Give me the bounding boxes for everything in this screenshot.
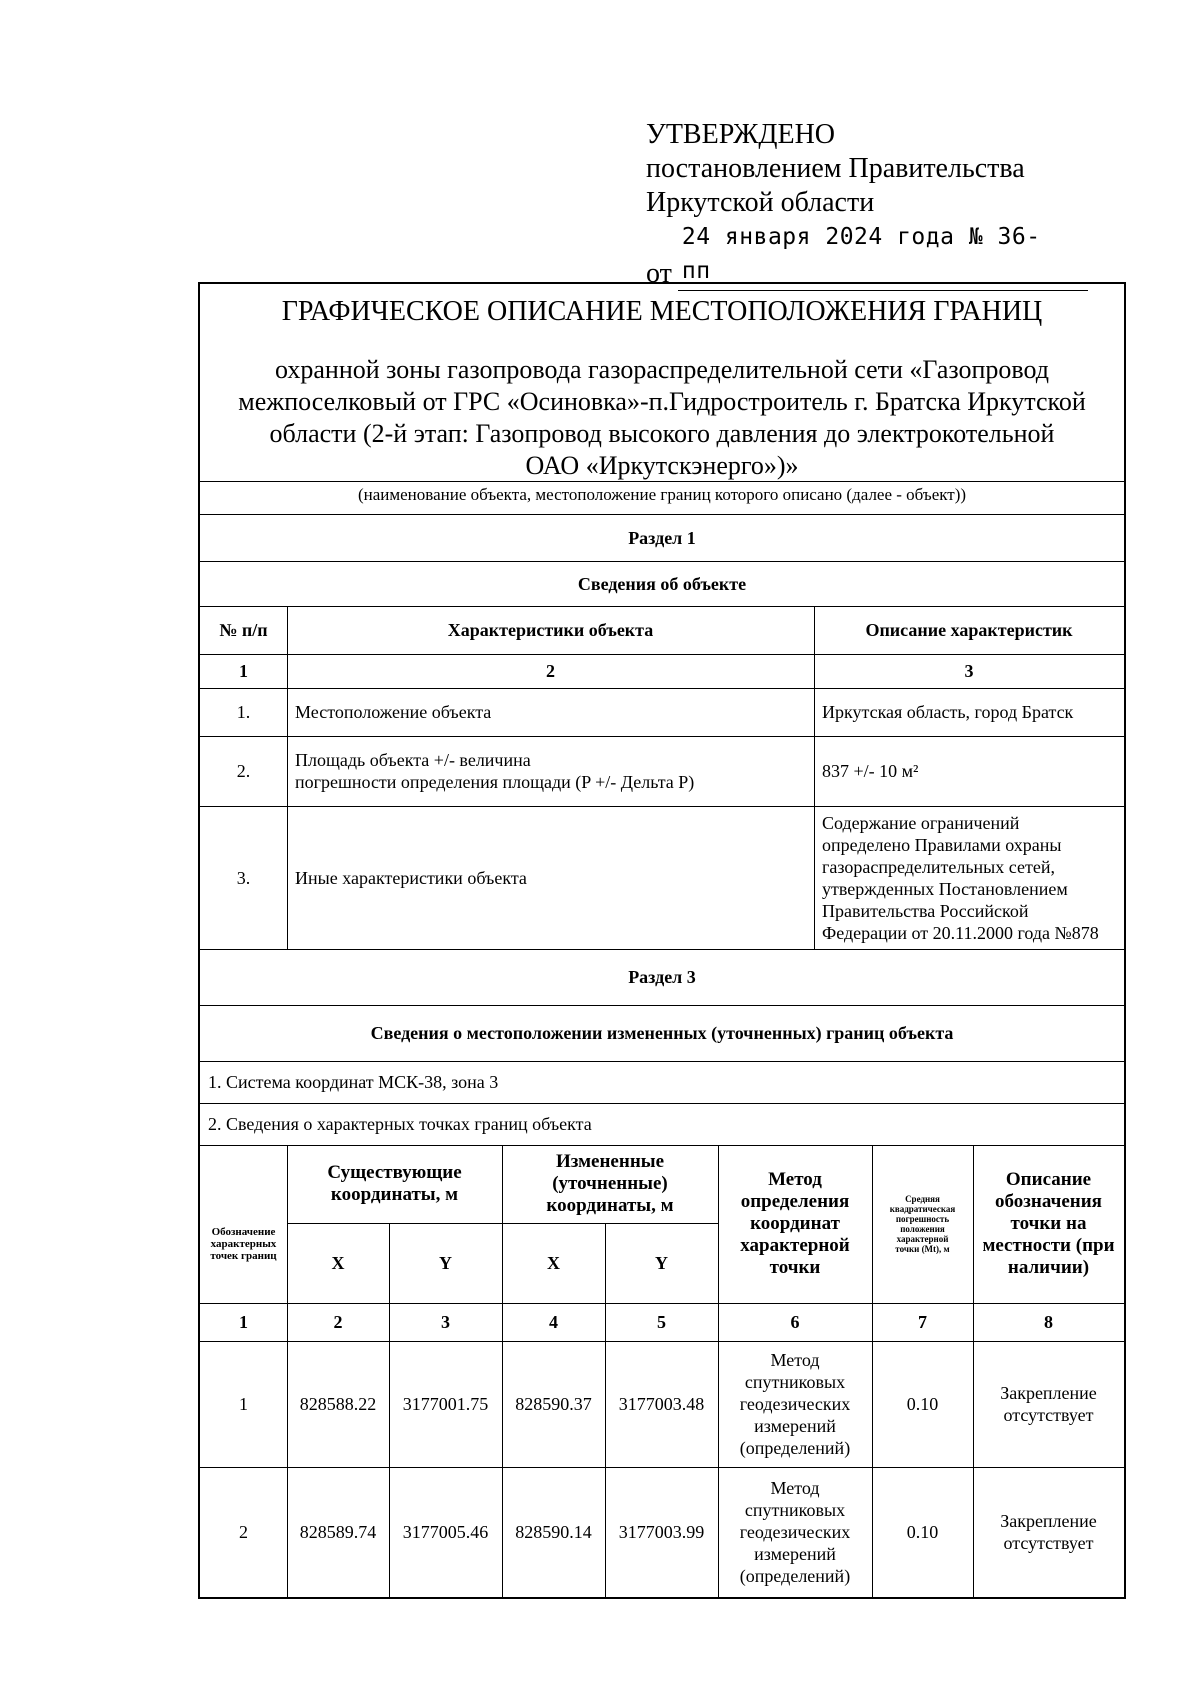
header-line: точки: [769, 1257, 821, 1278]
row-value-line: определено Правилами охраны: [822, 834, 1062, 855]
divider: [389, 1223, 390, 1597]
divider: [872, 1145, 873, 1597]
header-existing-coords: [287, 1145, 502, 1223]
point-description: [973, 1341, 1124, 1467]
object-name-line: области (2-й этап: Газопровод высокого давления до электрокотельной: [269, 419, 1055, 448]
header-line: точки на: [1010, 1213, 1087, 1234]
header-line: Обозначение: [211, 1226, 276, 1238]
col-number: 1: [239, 1312, 248, 1332]
header-line: координаты, м: [546, 1195, 674, 1216]
object-name-line: охранной зоны газопровода газораспределительной сети «Газопровод: [275, 355, 1049, 384]
object-name-line: ОАО «Иркутскэнерго»)»: [525, 451, 799, 480]
approval-date-line: [646, 220, 1088, 291]
section1-subtitle: Сведения об объекте: [577, 573, 747, 594]
row-value-line: газораспределительных сетей,: [822, 856, 1055, 877]
point-mean-error: 0.10: [906, 1394, 939, 1414]
document-title: ГРАФИЧЕСКОЕ ОПИСАНИЕ МЕСТОПОЛОЖЕНИЯ ГРАНИЦ: [281, 296, 1043, 327]
point-y-existing: 3177005.46: [402, 1522, 489, 1542]
point-method-line: геодезических: [739, 1522, 851, 1542]
header-line: определения: [740, 1191, 850, 1212]
approval-line-2: постановлением Правительства: [646, 153, 1025, 184]
point-description-line: отсутствует: [1003, 1533, 1094, 1553]
header-line: погрешность: [895, 1214, 950, 1224]
header-y-changed: Y: [655, 1253, 668, 1273]
divider: [718, 1145, 719, 1597]
header-line: характерных: [210, 1238, 277, 1250]
point-y-existing: 3177001.75: [402, 1394, 489, 1414]
point-method-line: спутниковых: [744, 1372, 846, 1392]
point-description-line: отсутствует: [1003, 1405, 1094, 1425]
row-number: 1.: [236, 702, 251, 722]
approval-line-3: Иркутской области: [646, 187, 875, 218]
divider: [287, 1145, 288, 1597]
document-frame: [198, 282, 1126, 1599]
header-line: положения: [900, 1224, 945, 1234]
point-mean-error: 0.10: [906, 1522, 939, 1542]
header-x-changed: X: [547, 1253, 560, 1273]
header-line: Существующие: [327, 1162, 462, 1183]
header-line: характерной: [740, 1235, 850, 1256]
row-value-line: Содержание ограничений: [822, 812, 1020, 833]
point-description-line: Закрепление: [1000, 1383, 1097, 1403]
coordinate-system: 1. Система координат МСК-38, зона 3: [208, 1072, 499, 1092]
row-characteristic: [287, 736, 814, 806]
point-x-changed: 828590.14: [515, 1522, 592, 1542]
divider: [200, 481, 1124, 482]
header-line: характерной: [896, 1234, 949, 1244]
col-header-description: Описание характеристик: [865, 620, 1073, 640]
header-line: Описание: [1005, 1169, 1092, 1190]
col-number: 3: [964, 661, 974, 681]
header-line: точки (Mt), м: [895, 1244, 950, 1254]
point-y-changed: 3177003.99: [618, 1522, 705, 1542]
col-number: 2: [333, 1312, 343, 1332]
section3-title: Раздел 3: [628, 967, 696, 987]
col-number: 2: [546, 661, 555, 681]
point-method-line: Метод: [770, 1478, 820, 1498]
point-method: [718, 1467, 872, 1597]
header-line: (уточненные): [552, 1173, 668, 1194]
row-characteristic: Иные характеристики объекта: [295, 867, 527, 888]
header-line: обозначения: [995, 1191, 1102, 1212]
point-method-line: спутниковых: [744, 1500, 846, 1520]
point-id: 2: [239, 1522, 248, 1542]
point-method-line: (определений): [739, 1438, 851, 1458]
col-number: 5: [657, 1312, 666, 1332]
point-method-line: измерений: [754, 1416, 836, 1436]
divider: [502, 1145, 503, 1597]
header-line: координат: [750, 1213, 840, 1234]
row-value: Иркутская область, город Братск: [822, 702, 1074, 722]
points-title: 2. Сведения о характерных точках границ объекта: [208, 1114, 592, 1134]
point-id: 1: [239, 1394, 248, 1414]
col-number: 6: [790, 1312, 800, 1332]
point-method: [718, 1341, 872, 1467]
object-name: [200, 354, 1124, 482]
point-method-line: (определений): [739, 1566, 851, 1586]
section3-subtitle: Сведения о местоположении измененных (уточненных) границ объекта: [370, 1023, 954, 1043]
row-value: [814, 806, 1124, 949]
point-method-line: геодезических: [739, 1394, 851, 1414]
header-y-existing: Y: [439, 1253, 452, 1273]
point-x-existing: 828588.22: [299, 1394, 377, 1414]
header-line: Измененные: [555, 1151, 665, 1172]
row-characteristic-line: погрешности определения площади (P +/- Дельта P): [295, 772, 695, 792]
row-number: 3.: [236, 867, 251, 888]
header-line: наличии): [1007, 1257, 1090, 1278]
header-designation: [200, 1145, 287, 1303]
approval-block: [646, 118, 1088, 291]
point-y-changed: 3177003.48: [618, 1394, 705, 1414]
row-value: 837 +/- 10 м²: [822, 761, 919, 781]
col-number: 3: [441, 1312, 450, 1332]
point-x-existing: 828589.74: [299, 1522, 377, 1542]
row-value-line: Федерации от 20.11.2000 года №878: [822, 922, 1099, 943]
approval-prefix: от: [646, 258, 672, 289]
col-header-characteristics: Характеристики объекта: [447, 620, 654, 640]
col-number: 1: [239, 661, 248, 681]
header-line: квадратическая: [889, 1204, 956, 1214]
header-x-existing: X: [331, 1253, 345, 1273]
approval-date: 24 января 2024 года № 36-пп: [678, 220, 1088, 291]
row-characteristic: Местоположение объекта: [295, 702, 492, 722]
point-method-line: Метод: [770, 1350, 820, 1370]
row-value-line: Правительства Российской: [822, 900, 1029, 921]
divider: [973, 1145, 974, 1597]
header-line: координаты, м: [330, 1184, 459, 1205]
col-number: 8: [1044, 1312, 1053, 1332]
divider: [605, 1223, 606, 1597]
header-point-description: [973, 1145, 1124, 1303]
section1-title: Раздел 1: [628, 527, 696, 548]
divider: [287, 606, 288, 949]
object-name-line: межпоселковый от ГРС «Осиновка»-п.Гидростроитель г. Братска Иркутской: [238, 387, 1086, 416]
row-value-line: утвержденных Постановлением: [822, 878, 1068, 899]
point-description-line: Закрепление: [1000, 1511, 1097, 1531]
header-line: местности (при: [982, 1235, 1115, 1256]
divider: [814, 606, 815, 949]
header-mean-error: [872, 1145, 973, 1303]
col-header-number: № п/п: [219, 620, 268, 640]
col-number: 7: [918, 1312, 927, 1332]
header-line: Средняя: [905, 1194, 940, 1204]
header-line: точек границ: [210, 1250, 277, 1262]
row-number: 2.: [236, 761, 251, 781]
header-line: Метод: [768, 1169, 822, 1190]
point-x-changed: 828590.37: [515, 1394, 592, 1414]
object-caption: (наименование объекта, местоположение границ которого описано (далее - объект)): [357, 485, 967, 504]
row-characteristic-line: Площадь объекта +/- величина: [295, 750, 531, 770]
header-method: [718, 1145, 872, 1303]
approval-title: УТВЕРЖДЕНО: [646, 119, 836, 150]
point-description: [973, 1467, 1124, 1597]
header-changed-coords: [502, 1145, 718, 1223]
col-number: 4: [549, 1312, 558, 1332]
point-method-line: измерений: [754, 1544, 836, 1564]
